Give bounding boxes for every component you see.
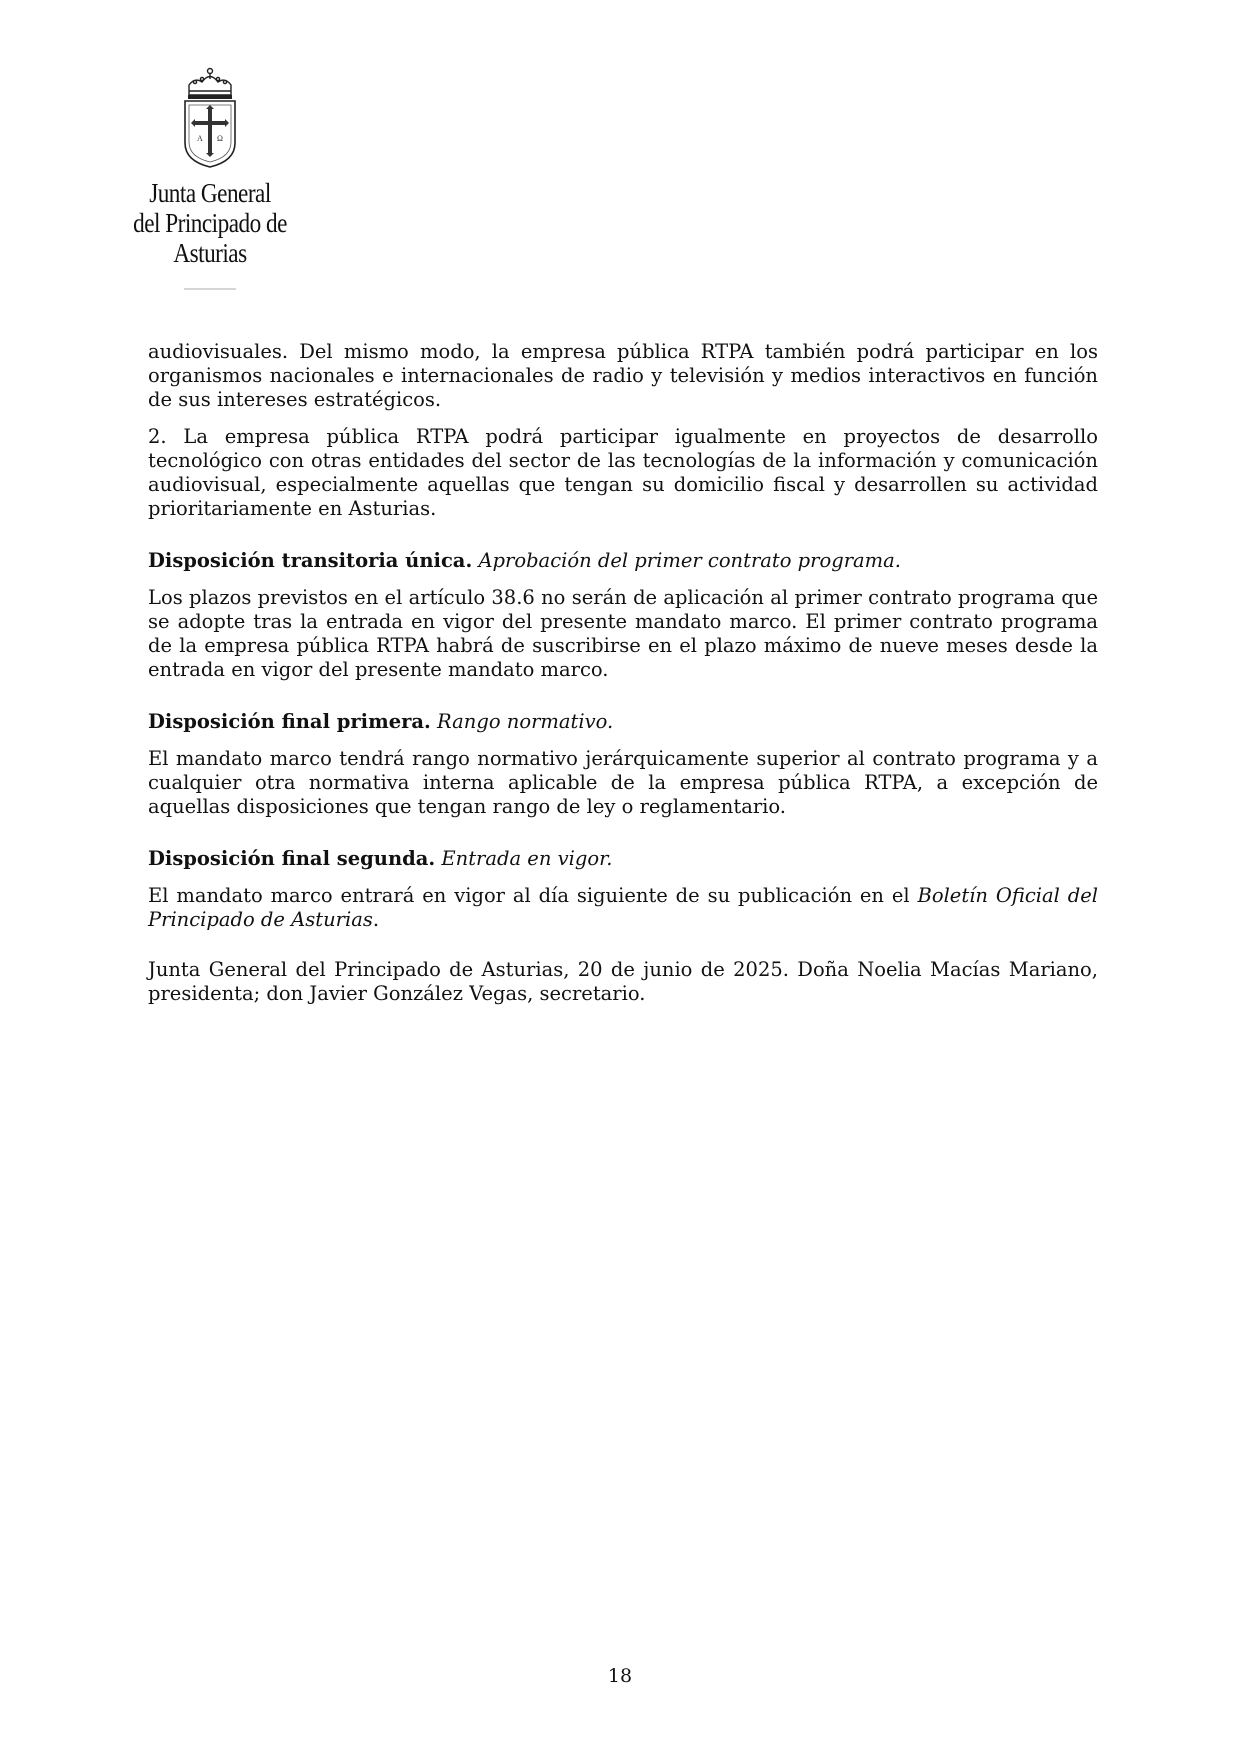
text-run: . <box>372 908 380 931</box>
text-run: El mandato marco entrará en vigor al día siguiente de su publicación en el <box>148 884 918 907</box>
paragraph-signature: Junta General del Principado de Asturias, 20 de junio de 2025. Doña Noelia Macías Mariano, presidenta; don Javier González Vegas, secretario. <box>148 958 1098 1005</box>
heading-disposicion-final-primera <box>148 710 1098 734</box>
paragraph-plazos: Los plazos previstos en el artículo 38.6 no serán de aplicación al primer contrato programa que se adopte tras la entrada en vigor del presente mandato marco. El primer contrato programa de la empresa pública RTPA habrá de suscribirse en el plazo máximo de nueve meses desde la entrada en vigor del presente mandato marco. <box>148 586 1098 681</box>
heading-italic-title: Aprobación del primer contrato programa. <box>478 549 901 572</box>
paragraph-item-2: 2. La empresa pública RTPA podrá participar igualmente en proyectos de desarrollo tecnológico con otras entidades del sector de las tecnologías de la información y comunicación audiovisual, especialmente aquellas que tengan su domicilio fiscal y desarrollen su actividad prioritariamente en Asturias. <box>148 425 1098 520</box>
paragraph-entrada-en-vigor <box>148 884 1098 932</box>
heading-bold-label: Disposición final segunda. <box>148 847 436 870</box>
heading-disposicion-transitoria <box>148 549 1098 573</box>
header-divider <box>184 288 236 290</box>
svg-text:Ω: Ω <box>217 134 223 143</box>
heading-italic-title: Rango normativo. <box>437 710 614 733</box>
bulletin-title: Boletín Oficial del Principado de Asturias <box>148 884 1098 931</box>
paragraph-audiovisuales: audiovisuales. Del mismo modo, la empresa pública RTPA también podrá participar en los organismos nacionales e internacionales de radio y televisión y medios interactivos en función de sus intereses estratégicos. <box>148 340 1098 411</box>
asturias-coat-of-arms-icon <box>175 65 245 170</box>
heading-disposicion-final-segunda <box>148 847 1098 871</box>
svg-text:A: A <box>197 134 203 143</box>
institution-header <box>90 65 330 290</box>
paragraph-rango: El mandato marco tendrá rango normativo jerárquicamente superior al contrato programa y a cualquier otra normativa interna aplicable de la empresa pública RTPA, a excepción de aquellas disposiciones que tengan rango de ley o reglamentario. <box>148 747 1098 818</box>
institution-name-line-2: del Principado de Asturias <box>133 208 287 268</box>
heading-italic-title: Entrada en vigor. <box>441 847 613 870</box>
document-body <box>148 340 1098 1019</box>
page-number: 18 <box>607 1665 633 1687</box>
heading-bold-label: Disposición final primera. <box>148 710 431 733</box>
institution-name-line-1: Junta General <box>149 178 271 208</box>
heading-bold-label: Disposición transitoria única. <box>148 549 473 572</box>
